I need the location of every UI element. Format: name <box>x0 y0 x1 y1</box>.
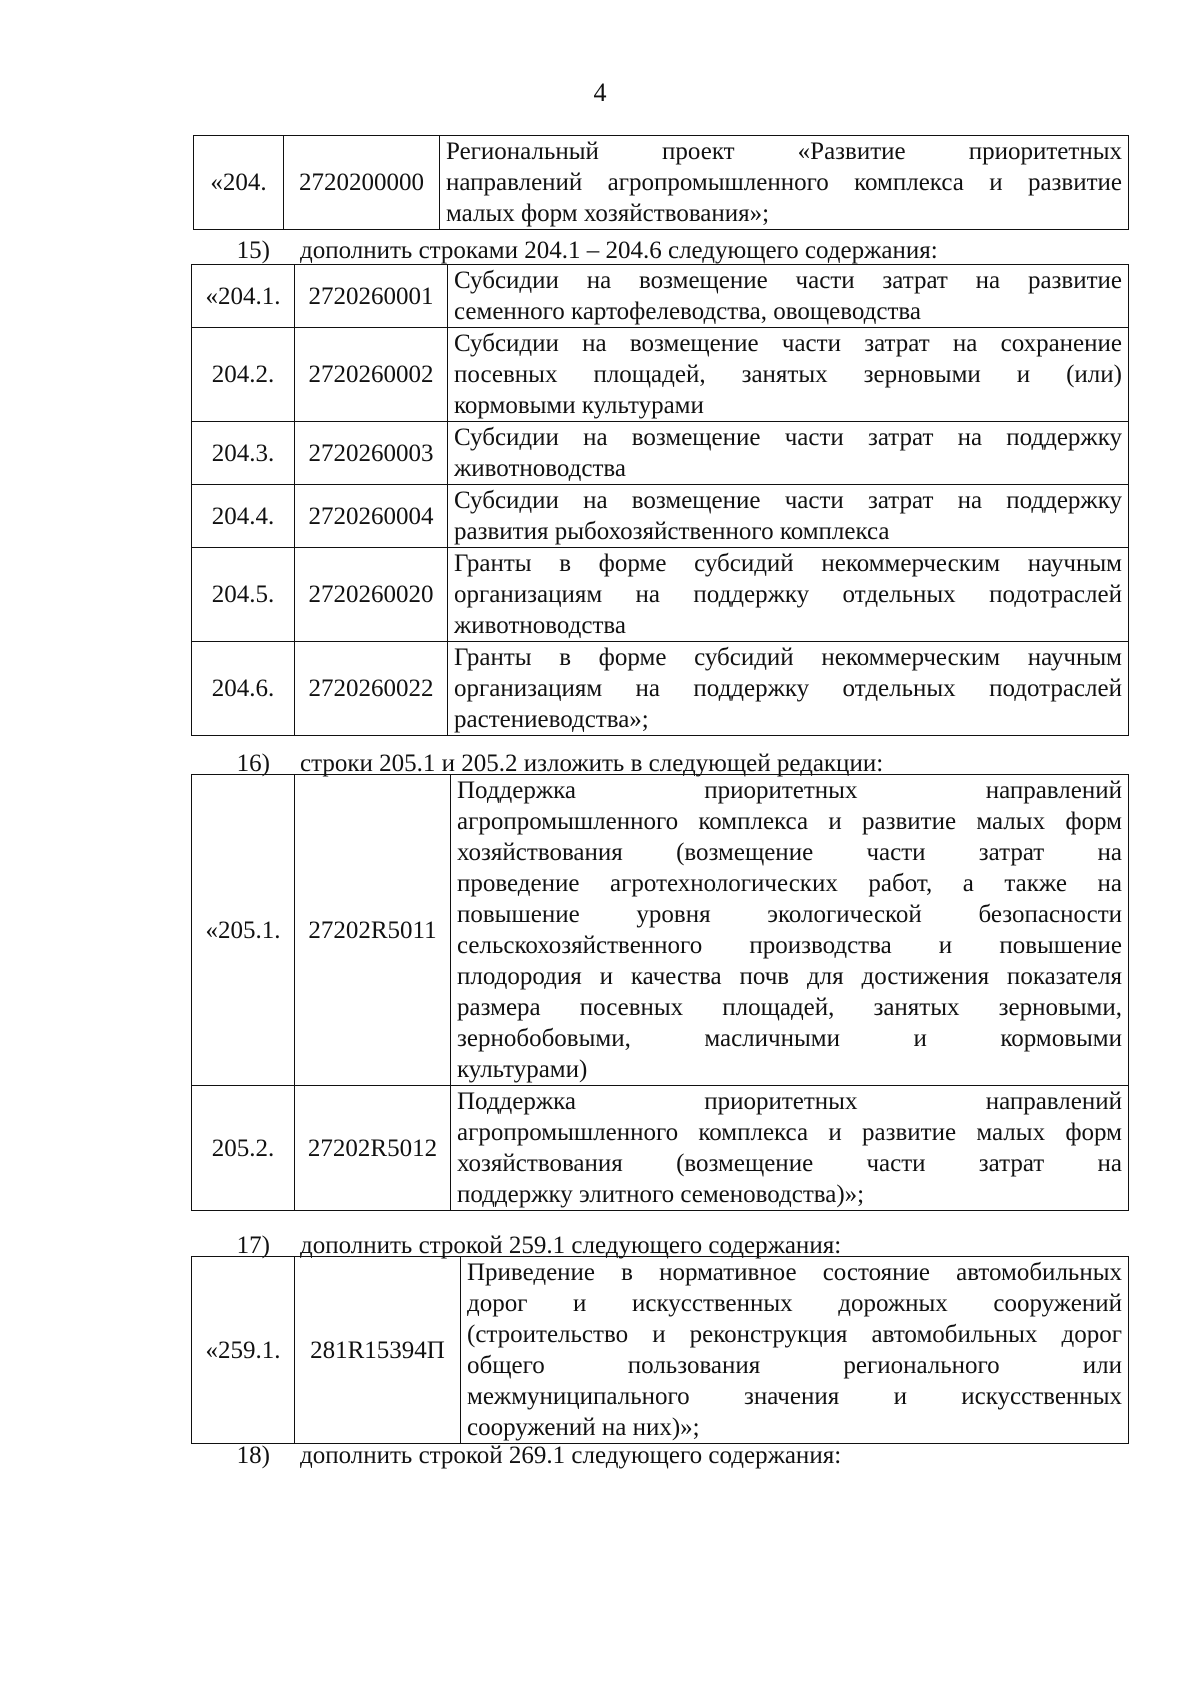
description-line: агропромышленного комплекса и развитие малых форм <box>457 808 1122 835</box>
table-row <box>192 775 1129 1086</box>
row-description <box>451 775 1129 1086</box>
description-line: плодородия и качества почв для достижения показателя <box>457 963 1122 990</box>
table-row <box>192 265 1129 328</box>
description-line: хозяйствования (возмещение части затрат на <box>457 839 1122 866</box>
budget-code: 2720260004 <box>295 485 448 548</box>
description-line: Поддержка приоритетных направлений <box>457 1088 1122 1115</box>
row-description <box>448 485 1129 548</box>
description-line: Субсидии на возмещение части затрат на развитие <box>454 267 1122 294</box>
instruction-text: дополнить строкой 259.1 следующего содержания: <box>300 1232 842 1259</box>
row-number: 205.2. <box>192 1086 295 1211</box>
row-description <box>461 1257 1129 1444</box>
instruction-number: 18) <box>236 1442 270 1469</box>
row-description <box>448 265 1129 328</box>
table-row-204 <box>193 135 1129 230</box>
description-line: Региональный проект «Развитие приоритетных <box>446 138 1122 165</box>
table-rows-204-1-to-204-6 <box>191 264 1129 736</box>
row-number: 204.6. <box>192 642 295 736</box>
budget-code: 2720260001 <box>295 265 448 328</box>
table-row-259-1 <box>191 1256 1129 1444</box>
table-row <box>194 136 1129 230</box>
description-line: организациям на поддержку отдельных подотраслей <box>454 581 1122 608</box>
description-line: поддержку элитного семеноводства)»; <box>457 1181 865 1208</box>
description-line: развития рыбохозяйственного комплекса <box>454 518 890 545</box>
description-line: семенного картофелеводства, овощеводства <box>454 298 921 325</box>
table-row <box>192 328 1129 422</box>
description-line: Субсидии на возмещение части затрат на поддержку <box>454 487 1122 514</box>
description-line: малых форм хозяйствования»; <box>446 200 770 227</box>
row-description <box>448 422 1129 485</box>
instruction-number: 15) <box>236 237 270 264</box>
budget-code: 27202R5011 <box>295 775 451 1086</box>
table-row <box>192 642 1129 736</box>
description-line: направлений агропромышленного комплекса и развитие <box>446 169 1122 196</box>
description-line: Субсидии на возмещение части затрат на поддержку <box>454 424 1122 451</box>
table-row <box>192 1086 1129 1211</box>
instruction-text: строки 205.1 и 205.2 изложить в следующей редакции: <box>300 750 884 777</box>
budget-code: 2720200000 <box>284 136 440 230</box>
row-number: «204. <box>194 136 284 230</box>
description-line: культурами) <box>457 1056 588 1083</box>
table-row <box>192 548 1129 642</box>
table-row <box>192 422 1129 485</box>
description-line: животноводства <box>454 612 626 639</box>
description-line: (строительство и реконструкция автомобильных дорог <box>467 1321 1122 1348</box>
table-row <box>192 485 1129 548</box>
row-description <box>448 328 1129 422</box>
row-description <box>451 1086 1129 1211</box>
page-number: 4 <box>593 78 607 107</box>
row-number: «204.1. <box>192 265 295 328</box>
instruction-18 <box>210 1440 841 1471</box>
instruction-15 <box>210 235 938 266</box>
description-line: Гранты в форме субсидий некоммерческим научным <box>454 550 1122 577</box>
budget-code: 2720260003 <box>295 422 448 485</box>
description-line: кормовыми культурами <box>454 392 704 419</box>
instruction-number: 16) <box>236 750 270 777</box>
description-line: агропромышленного комплекса и развитие малых форм <box>457 1119 1122 1146</box>
description-line: Приведение в нормативное состояние автомобильных <box>467 1259 1122 1286</box>
table-row <box>192 1257 1129 1444</box>
budget-code: 2720260002 <box>295 328 448 422</box>
description-line: проведение агротехнологических работ, а также на <box>457 870 1122 897</box>
budget-code: 27202R5012 <box>295 1086 451 1211</box>
row-number: «259.1. <box>192 1257 295 1444</box>
description-line: сельскохозяйственного производства и повышение <box>457 932 1122 959</box>
row-number: 204.2. <box>192 328 295 422</box>
description-line: организациям на поддержку отдельных подотраслей <box>454 675 1122 702</box>
description-line: Гранты в форме субсидий некоммерческим научным <box>454 644 1122 671</box>
description-line: животноводства <box>454 455 626 482</box>
description-line: Субсидии на возмещение части затрат на сохранение <box>454 330 1122 357</box>
budget-code: 2720260020 <box>295 548 448 642</box>
description-line: хозяйствования (возмещение части затрат на <box>457 1150 1122 1177</box>
row-number: 204.4. <box>192 485 295 548</box>
instruction-number: 17) <box>236 1232 270 1259</box>
description-line: повышение уровня экологической безопасности <box>457 901 1122 928</box>
description-line: растениеводства»; <box>454 706 649 733</box>
description-line: общего пользования регионального или <box>467 1352 1122 1379</box>
description-line: межмуниципального значения и искусственных <box>467 1383 1122 1410</box>
description-line: Поддержка приоритетных направлений <box>457 777 1122 804</box>
budget-code: 281R15394П <box>295 1257 461 1444</box>
description-line: сооружений на них)»; <box>467 1414 700 1441</box>
row-number: 204.5. <box>192 548 295 642</box>
row-description <box>440 136 1129 230</box>
description-line: посевных площадей, занятых зерновыми и (или) <box>454 361 1122 388</box>
row-description <box>448 548 1129 642</box>
row-number: 204.3. <box>192 422 295 485</box>
row-description <box>448 642 1129 736</box>
description-line: размера посевных площадей, занятых зерновыми, <box>457 994 1122 1021</box>
row-number: «205.1. <box>192 775 295 1086</box>
description-line: зернобобовыми, масличными и кормовыми <box>457 1025 1122 1052</box>
budget-code: 2720260022 <box>295 642 448 736</box>
table-rows-205 <box>191 774 1129 1211</box>
description-line: дорог и искусственных дорожных сооружений <box>467 1290 1122 1317</box>
instruction-text: дополнить строкой 269.1 следующего содержания: <box>300 1442 842 1469</box>
instruction-text: дополнить строками 204.1 – 204.6 следующего содержания: <box>300 237 938 264</box>
